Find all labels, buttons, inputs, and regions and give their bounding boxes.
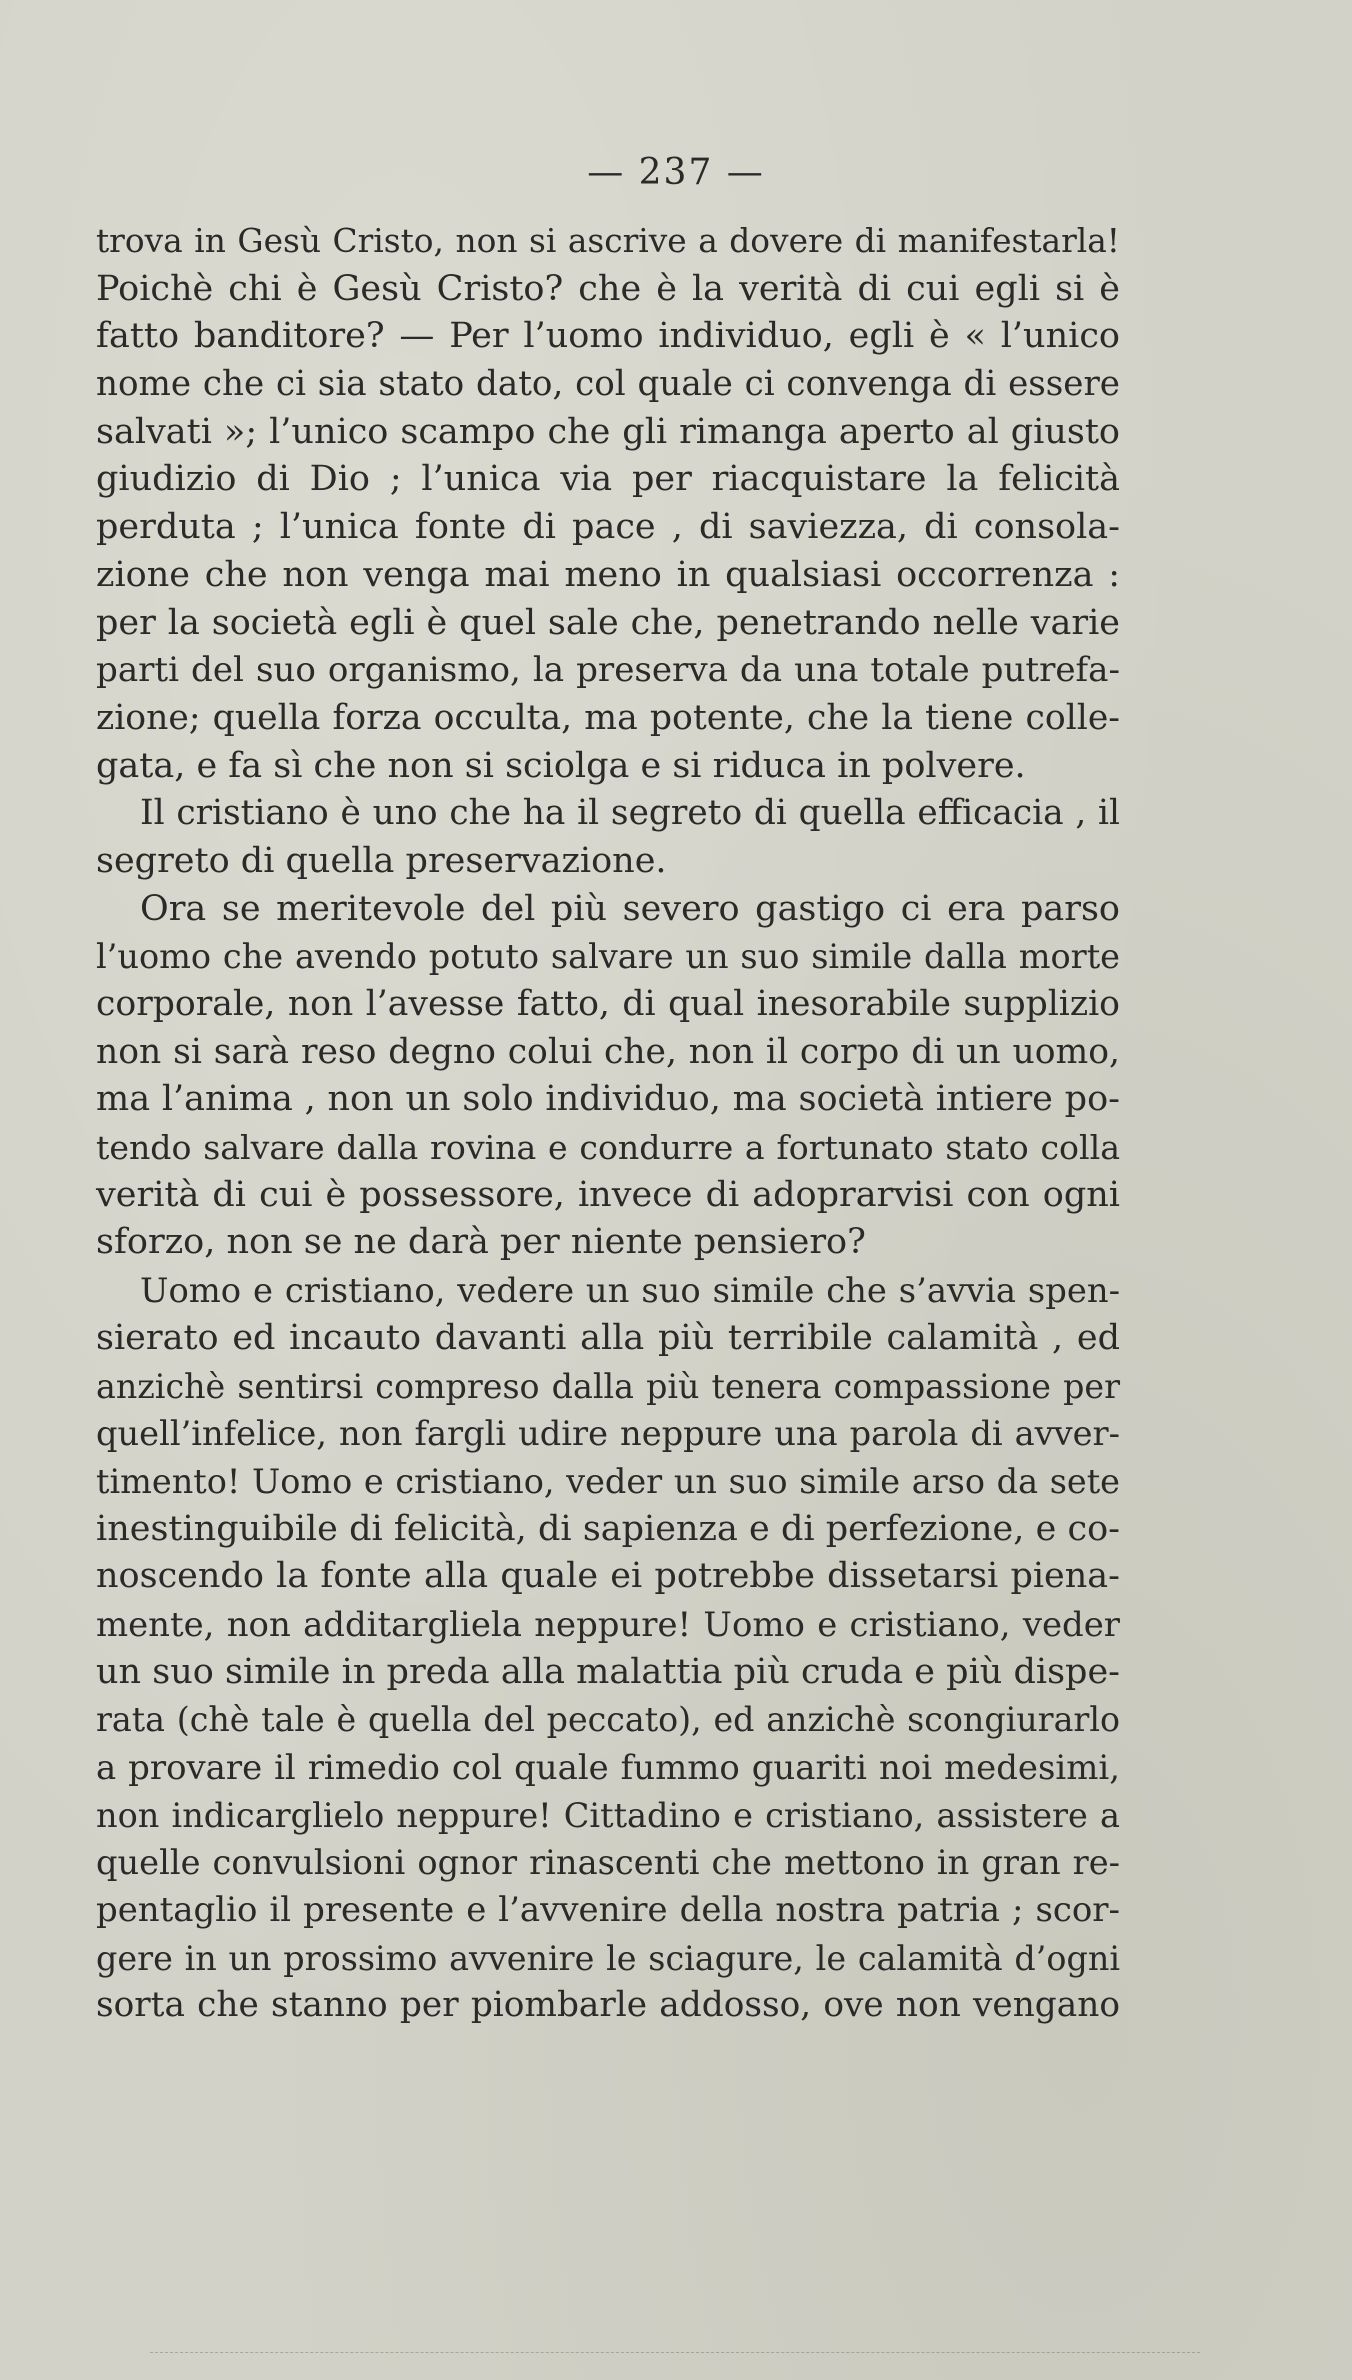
text-line: timento! Uomo e cristiano, veder un suo simile arso da sete [96, 1461, 1120, 1501]
text-line: noscendo la fonte alla quale ei potrebbe dissetarsi piena- [96, 1556, 1120, 1597]
text-line: zione; quella forza occulta, ma potente, che la tiene colle- [96, 697, 1120, 738]
text-line: sierato ed incauto davanti alla più terribile calamità , ed [96, 1317, 1120, 1358]
text-line: sorta che stanno per piombarle addosso, ove non vengano [96, 1985, 1120, 2026]
text-line: non si sarà reso degno colui che, non il corpo di un uomo, [96, 1031, 1120, 1072]
text-line: rata (chè tale è quella del peccato), ed anzichè scongiurarlo [96, 1700, 1120, 1740]
text-line: zione che non venga mai meno in qualsiasi occorrenza : [96, 554, 1120, 595]
text-line: salvati »; l’unico scampo che gli rimanga aperto al giusto [96, 411, 1120, 452]
body-text [96, 218, 1120, 2030]
text-line: segreto di quella preservazione. [96, 840, 667, 881]
text-line: parti del suo organismo, la preserva da una totale putrefa- [96, 650, 1120, 691]
text-line: Il cristiano è uno che ha il segreto di quella efficacia , il [140, 793, 1120, 834]
text-line: Uomo e cristiano, vedere un suo simile che s’avvia spen- [140, 1271, 1120, 1311]
text-line: Ora se meritevole del più severo gastigo ci era parso [140, 888, 1120, 929]
text-line: trova in Gesù Cristo, non si ascrive a dovere di manifestarla! [96, 222, 1120, 260]
text-line: gata, e fa sì che non si sciolga e si riduca in polvere. [96, 745, 1026, 786]
text-line: a provare il rimedio col quale fummo guariti noi medesimi, [96, 1748, 1120, 1787]
text-line: un suo simile in preda alla malattia più cruda e più dispe- [96, 1651, 1120, 1692]
text-line: anzichè sentirsi compreso dalla più tenera compassione per [96, 1366, 1120, 1406]
text-line: perduta ; l’unica fonte di pace , di saviezza, di consola- [96, 507, 1120, 548]
text-line: giudizio di Dio ; l’unica via per riacquistare la felicità [96, 459, 1120, 500]
text-line: verità di cui è possessore, invece di adoprarvisi con ogni [96, 1174, 1120, 1215]
page-number: — 237 — [587, 152, 765, 193]
text-line: ma l’anima , non un solo individuo, ma società intiere po- [96, 1079, 1120, 1120]
text-line: pentaglio il presente e l’avvenire della nostra patria ; scor- [96, 1890, 1120, 1931]
bottom-edge-marks [150, 2352, 1200, 2357]
text-line: inestinguibile di felicità, di sapienza e di perfezione, e co- [96, 1508, 1120, 1549]
text-line: quelle convulsioni ognor rinascenti che mettono in gran re- [96, 1843, 1120, 1883]
text-line: corporale, non l’avesse fatto, di qual inesorabile supplizio [96, 984, 1120, 1024]
text-line: gere in un prossimo avvenire le sciagure, le calamità d’ogni [96, 1938, 1120, 1978]
text-line: quell’infelice, non fargli udire neppure una parola di avver- [96, 1414, 1120, 1454]
text-line: fatto banditore? — Per l’uomo individuo, egli è « l’unico [96, 316, 1120, 357]
text-line: sforzo, non se ne darà per niente pensiero? [96, 1222, 866, 1263]
text-line: per la società egli è quel sale che, penetrando nelle varie [96, 602, 1120, 643]
text-line: nome che ci sia stato dato, col quale ci convenga di essere [96, 364, 1120, 405]
text-line: Poichè chi è Gesù Cristo? che è la verità di cui egli si è [96, 268, 1120, 309]
text-line: tendo salvare dalla rovina e condurre a fortunato stato colla [96, 1128, 1120, 1168]
text-line: mente, non additargliela neppure! Uomo e cristiano, veder [96, 1604, 1120, 1644]
text-line: l’uomo che avendo potuto salvare un suo simile dalla morte [96, 937, 1120, 977]
text-line: non indicarglielo neppure! Cittadino e cristiano, assistere a [96, 1795, 1120, 1835]
